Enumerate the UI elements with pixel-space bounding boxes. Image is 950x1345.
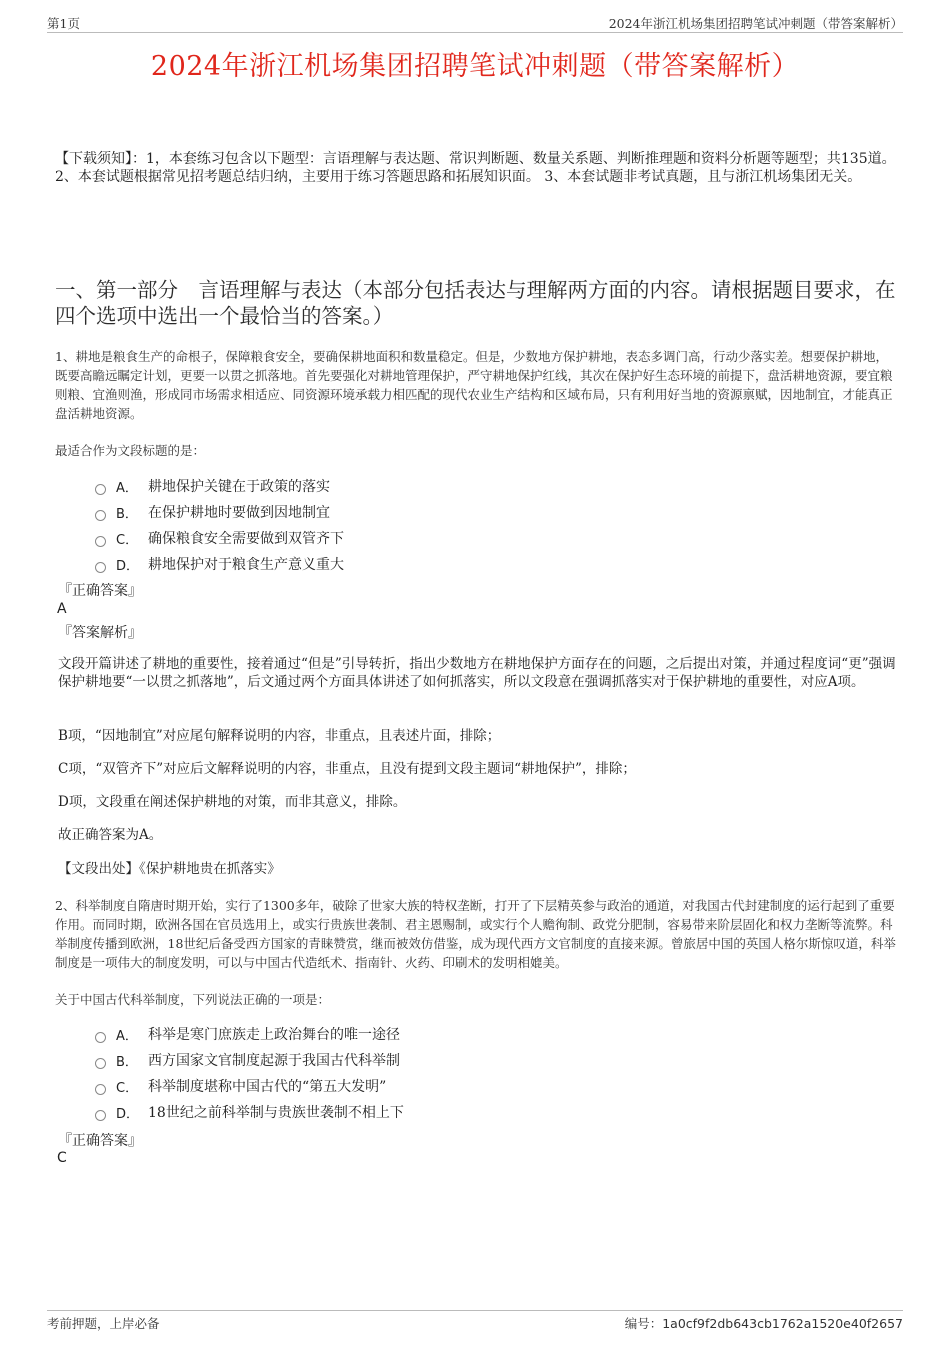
- question-1-passage: 1、耕地是粮食生产的命根子，保障粮食安全，要确保耕地面积和数量稳定。但是，少数地方保护耕地，表态多调门高，行动少落实差。想要保护耕地，既要高瞻远瞩定计划，更要一以贯之抓落地。首先要强化对耕地管理保护，严守耕地保护红线，其次在保护好生态环境的前提下，盘活耕地资源，要宜粮则粮、宜渔则渔，形成同市场需求相适应、同资源环境承载力相匹配的现代农业生产结构和区域布局，只有利用好当地的资源禀赋，因地制宜，才能真正盘活耕地资源。: [55, 349, 893, 421]
- question-2-option-c[interactable]: C． 科举制度堪称中国古代的“第五大发明”: [95, 1073, 695, 1099]
- question-2-option-b[interactable]: B． 西方国家文官制度起源于我国古代科举制: [95, 1047, 695, 1073]
- page-number: 第1页: [47, 16, 80, 31]
- document-title: 2024年浙江机场集团招聘笔试冲刺题（带答案解析）: [150, 51, 800, 82]
- question-1-option-a[interactable]: A． 耕地保护关键在于政策的落实: [95, 473, 695, 499]
- question-2-answer-label: 『正确答案』: [58, 1133, 142, 1149]
- header-doc-title: 2024年浙江机场集团招聘笔试冲刺题（带答案解析）: [608, 16, 903, 31]
- radio-icon[interactable]: [95, 484, 106, 495]
- radio-icon[interactable]: [95, 562, 106, 573]
- question-2-option-d[interactable]: D． 18世纪之前科举制与贵族世袭制不相上下: [95, 1099, 695, 1125]
- radio-icon[interactable]: [95, 1110, 106, 1121]
- radio-icon[interactable]: [95, 536, 106, 547]
- download-notice: 【下载须知】：1，本套练习包含以下题型：言语理解与表达题、常识判断题、数量关系题、判断推理题和资料分析题等题型；共135道。 2、本套试题根据常见招考题总结归纳，主要用于练习答题思路和拓展知识面。 3、本套试题非考试真题，且与浙江机场集团无关。: [55, 151, 896, 185]
- section-title: 一、第一部分 言语理解与表达（本部分包括表达与理解两方面的内容。请根据题目要求，在四个选项中选出一个最恰当的答案。）: [55, 278, 896, 328]
- question-1-option-c[interactable]: C． 确保粮食安全需要做到双管齐下: [95, 525, 695, 551]
- radio-icon[interactable]: [95, 1032, 106, 1043]
- question-1-analysis-paragraph: 故正确答案为A。: [58, 827, 163, 843]
- question-1-analysis-label: 『答案解析』: [58, 625, 142, 641]
- radio-icon[interactable]: [95, 510, 106, 521]
- question-2-passage: 2、科举制度自隋唐时期开始，实行了1300多年，破除了世家大族的特权垄断，打开了下层精英参与政治的通道，对我国古代封建制度的运行起到了重要作用。而同时期，欧洲各国在官员选用上，或实行贵族世袭制、君主恩赐制，或实行个人赡徇制、政党分肥制，容易带来阶层固化和权力垄断等流弊。科举制度传播到欧洲，18世纪后备受西方国家的青睐赞赏，继而被效仿借鉴，成为现代西方文官制度的直接来源。曾旅居中国的英国人格尔斯惊叹道，科举制度是一项伟大的制度发明，可以与中国古代造纸术、指南针、火药、印刷术的发明相媲美。: [55, 898, 896, 970]
- radio-icon[interactable]: [95, 1084, 106, 1095]
- page-footer: [47, 1310, 903, 1331]
- question-1-analysis-paragraph: C项，“双管齐下”对应后文解释说明的内容，非重点，且没有提到文段主题词“耕地保护”，排除；: [58, 761, 636, 777]
- question-1-prompt: 最适合作为文段标题的是：: [55, 443, 206, 458]
- question-1-option-d[interactable]: D． 耕地保护对于粮食生产意义重大: [95, 551, 695, 577]
- radio-icon[interactable]: [95, 1058, 106, 1069]
- question-2-prompt: 关于中国古代科举制度，下列说法正确的一项是：: [55, 992, 331, 1007]
- question-2-options: [95, 1021, 695, 1125]
- question-1-analysis-paragraph: 文段开篇讲述了耕地的重要性，接着通过“但是”引导转折，指出少数地方在耕地保护方面存在的问题，之后提出对策，并通过程度词“更”强调保护耕地要“一以贯之抓落地”，后文通过两个方面具体讲述了如何抓落实，所以文段意在强调抓落实对于保护耕地的重要性，对应A项。: [58, 656, 896, 690]
- question-1-analysis-paragraph: D项，文段重在阐述保护耕地的对策，而非其意义，排除。: [58, 794, 407, 810]
- footer-serial: 编号：1a0cf9f2db643cb1762a1520e40f2657: [624, 1316, 903, 1331]
- page-header: [47, 14, 903, 33]
- question-1-analysis-paragraph: B项，“因地制宜”对应尾句解释说明的内容，非重点，且表述片面，排除；: [58, 728, 501, 744]
- footer-slogan: 考前押题，上岸必备: [47, 1316, 160, 1331]
- question-2-option-a[interactable]: A． 科举是寒门庶族走上政治舞台的唯一途径: [95, 1021, 695, 1047]
- question-1-answer-label: 『正确答案』: [58, 583, 142, 599]
- question-1-option-b[interactable]: B． 在保护耕地时要做到因地制宜: [95, 499, 695, 525]
- question-1-options: [95, 473, 695, 577]
- question-1-source: 【文段出处】《保护耕地贵在抓落实》: [58, 861, 281, 877]
- question-1-answer: A: [57, 601, 67, 617]
- question-2-answer: C: [57, 1150, 67, 1166]
